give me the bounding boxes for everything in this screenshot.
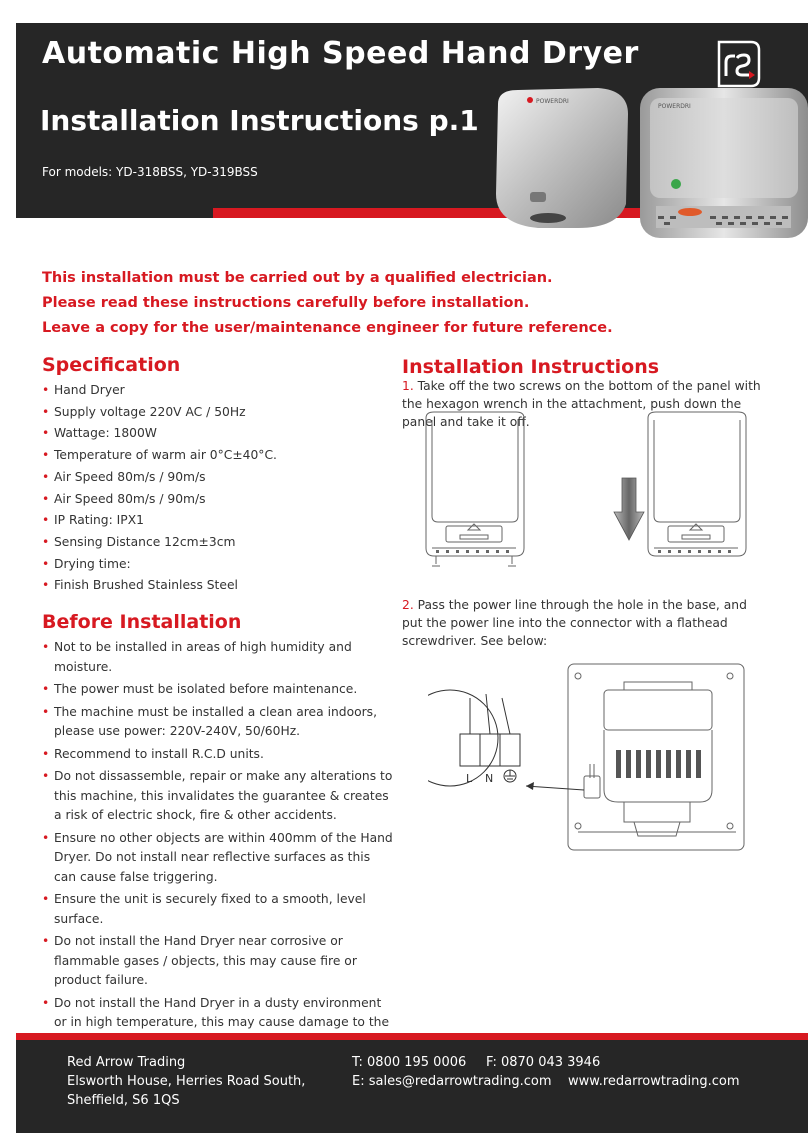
list-item: • Drying time: [42,554,382,576]
svg-text:POWERDRI: POWERDRI [536,98,569,105]
specification-heading: Specification [42,354,181,376]
step-1-body: Take off the two screws on the bottom of the panel with the hexagon wrench in the attachment, push down the panel and take it off. [402,379,761,429]
step-2-wiring-diagram [428,660,748,860]
list-item: • Do not install the Hand Dryer in a dusty environment or in high temperature, this may cause damage to the [42,994,394,1053]
list-item: • Do not dissassemble, repair or make any alterations to this machine, this invalidates the guarantee & creates a risk of electric shock, fire & other accidents. [42,767,394,826]
footer-accent-bar [16,1033,808,1040]
step-1-number: 1. [402,379,414,393]
hand-dryer-product-images [478,84,808,244]
list-item: • Wattage: 1800W [42,423,382,445]
step-2-text [402,596,767,650]
step-1-diagram [412,408,772,573]
connector-label-n: N [485,772,494,785]
list-item: • Finish Brushed Stainless Steel [42,575,382,597]
footer-company: Red Arrow Trading [67,1055,186,1070]
list-item: • The machine must be installed a clean area indoors, please use power: 220V-240V, 50/60Hz. [42,703,394,742]
list-item: • Air Speed 80m/s / 90m/s [42,467,382,489]
footer-address-line-2: Sheffield, S6 1QS [67,1093,180,1108]
svg-text:POWERDRI: POWERDRI [658,103,691,110]
ground-symbol-icon [504,770,516,782]
before-installation-heading: Before Installation [42,611,242,633]
list-item: • Air Speed 80m/s / 90m/s [42,489,382,511]
step-2-body: Pass the power line through the hole in the base, and put the power line into the connector with a flathead screwdriver. See below: [402,598,747,648]
list-item: • Sensing Distance 12cm±3cm [42,532,382,554]
list-item: • Not to be installed in areas of high humidity and moisture. [42,638,394,677]
installation-heading: Installation Instructions [402,356,660,378]
footer-email-link[interactable]: E: sales@redarrowtrading.com [352,1074,552,1089]
footer-website-link[interactable]: www.redarrowtrading.com [568,1074,740,1089]
footer-address-line-1: Elsworth House, Herries Road South, [67,1074,306,1089]
footer-phone: T: 0800 195 0006 [352,1055,467,1070]
list-item: • Recommend to install R.C.D units. [42,745,394,765]
step-2-number: 2. [402,598,414,612]
before-installation-list [42,638,394,1055]
list-item: • Ensure no other objects are within 400mm of the Hand Dryer. Do not install near reflective surfaces as this can cause false triggering. [42,829,394,888]
list-item: • Hand Dryer [42,380,382,402]
models-text: For models: YD-318BSS, YD-319BSS [42,165,258,179]
list-item: • The power must be isolated before maintenance. [42,680,394,700]
connector-label-l: L [466,772,473,785]
footer-fax: F: 0870 043 3946 [486,1055,601,1070]
list-item: • Do not install the Hand Dryer near corrosive or flammable gases / objects, this may cause fire or product failure. [42,932,394,991]
page-subtitle: Installation Instructions p.1 [40,104,479,137]
red-arrow-logo-icon [713,40,761,88]
warning-line-3: Leave a copy for the user/maintenance engineer for future reference. [42,320,613,336]
list-item: • Supply voltage 220V AC / 50Hz [42,402,382,424]
list-item: • IP Rating: IPX1 [42,510,382,532]
page-title: Automatic High Speed Hand Dryer [42,36,639,71]
list-item: • Ensure the unit is securely fixed to a smooth, level surface. [42,890,394,929]
specification-list [42,380,382,597]
warning-line-1: This installation must be carried out by a qualified electrician. [42,270,553,286]
list-item: • Temperature of warm air 0°C±40°C. [42,445,382,467]
warning-line-2: Please read these instructions carefully before installation. [42,295,530,311]
